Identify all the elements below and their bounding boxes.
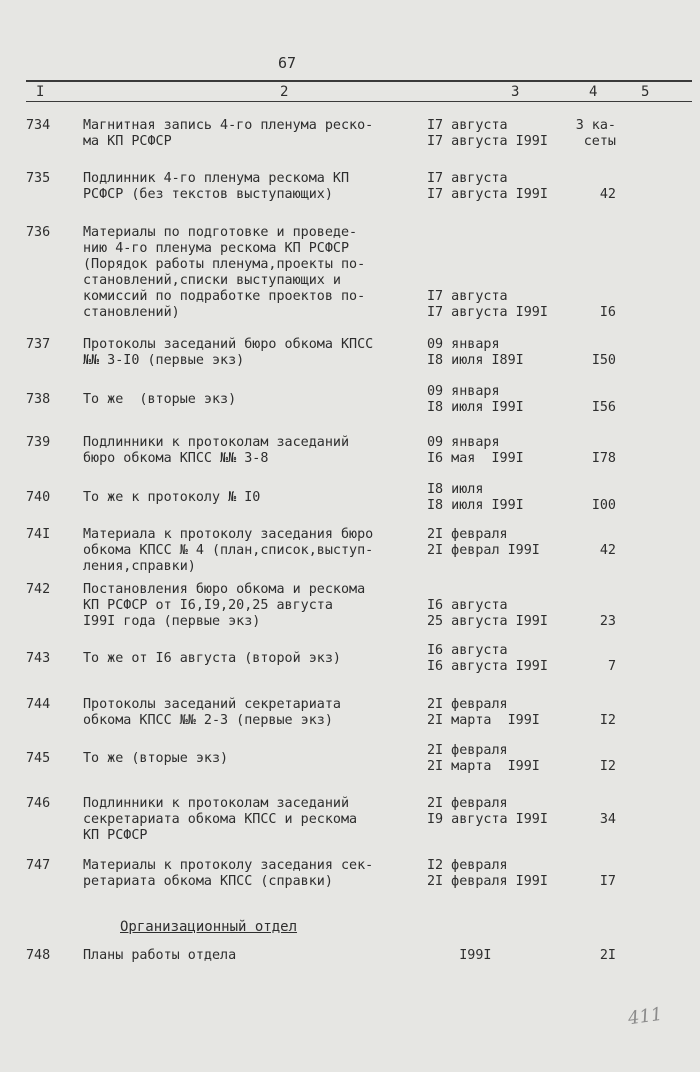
entry-number: 740 [26,490,51,505]
entry-number: 738 [26,392,51,407]
entry-count: I56 [591,400,616,415]
entry-title: То же (вторые экз) [83,392,237,407]
entry-title: Протоколы заседаний секретариата обкома КПСС №№ 2-3 (первые экз) [83,697,341,728]
entry-count: I78 [591,451,616,466]
entry-count: 7 [607,659,616,674]
entry-number: 746 [26,796,51,811]
entry-title: То же от I6 августа (второй экз) [83,651,341,666]
entry-count: I2 [599,759,616,774]
entry-title: Подлинники к протоколам заседаний секретариата обкома КПСС и рескома КП РСФСР [83,796,358,843]
entry-dates: I99I [427,948,492,963]
entry-title: То же к протоколу № I0 [83,490,261,505]
entry-title: То же (вторые экз) [83,751,229,766]
entry-title: Подлинники к протоколам заседаний бюро обкома КПСС №№ 3-8 [83,435,350,466]
entry-count: 23 [599,614,616,629]
column-header-4: 4 [589,84,598,100]
entry-dates: I8 июля I8 июля I99I [427,482,524,513]
entry-title: Материала к протоколу заседания бюро обкома КПСС № 4 (план,список,выступ- ления,справки) [83,527,374,574]
entry-title: Материалы по подготовке и проведе- нию 4-го пленума рескома КП РСФСР (Порядок работы пленума,проекты по- становлений,списки выступающих и комиссий по подработке проектов по- становлений) [83,225,366,320]
column-header-1: I [36,84,45,100]
entry-title: Магнитная запись 4-го пленума реско- ма КП РСФСР [83,118,374,149]
entry-count: 3 ка- сеты [575,118,616,149]
entry-number: 743 [26,651,51,666]
entry-number: 744 [26,697,51,712]
entry-number: 742 [26,582,51,597]
column-header-5: 5 [641,84,650,100]
entry-dates: 09 января I8 июля I89I [427,337,524,368]
entry-count: 42 [599,543,616,558]
entry-dates: 09 января I6 мая I99I [427,435,524,466]
entry-dates: 2I февраля 2I марта I99I [427,743,540,774]
entry-count: I2 [599,713,616,728]
entry-dates: 2I февраля 2I марта I99I [427,697,540,728]
entry-number: 74I [26,527,51,542]
entry-title: Постановления бюро обкома и рескома КП РСФСР от I6,I9,20,25 августа I99I года (первые экз) [83,582,366,629]
entry-dates: 09 января I8 июля I99I [427,384,524,415]
entry-number: 737 [26,337,51,352]
entry-number: 748 [26,948,51,963]
entry-number: 745 [26,751,51,766]
entry-count: I50 [591,353,616,368]
entry-count: I7 [599,874,616,889]
column-header-2: 2 [280,84,289,100]
entry-dates: I6 августа I6 августа I99I [427,643,548,674]
entry-count: 2I [599,948,616,963]
entry-count: 42 [599,187,616,202]
entry-dates: I7 августа I7 августа I99I [427,289,548,320]
handwritten-sheet-number: 411 [626,1003,664,1030]
entry-number: 747 [26,858,51,873]
entry-dates: I6 августа 25 августа I99I [427,598,548,629]
entry-title: Протоколы заседаний бюро обкома КПСС №№ 3-I0 (первые экз) [83,337,374,368]
entry-title: Планы работы отдела [83,948,237,963]
section-heading: Организационный отдел [120,919,298,935]
entry-dates: I2 февраля 2I февраля I99I [427,858,548,889]
entry-number: 736 [26,225,51,240]
entry-number: 739 [26,435,51,450]
entry-number: 734 [26,118,51,133]
column-header-3: 3 [511,84,520,100]
entry-dates: 2I февраля 2I феврал I99I [427,527,540,558]
entry-count: 34 [599,812,616,827]
entry-count: I6 [599,305,616,320]
entry-title: Подлинник 4-го пленума рескома КП РСФСР (без текстов выступающих) [83,171,350,202]
entry-dates: 2I февраля I9 августа I99I [427,796,548,827]
entry-dates: I7 августа I7 августа I99I [427,171,548,202]
header-top-rule [26,80,692,82]
entry-title: Материалы к протоколу заседания сек- ретариата обкома КПСС (справки) [83,858,374,889]
entry-dates: I7 августа I7 августа I99I [427,118,548,149]
entry-number: 735 [26,171,51,186]
page-number: 67 [278,54,297,72]
header-bottom-rule [26,101,692,102]
entry-count: I00 [591,498,616,513]
